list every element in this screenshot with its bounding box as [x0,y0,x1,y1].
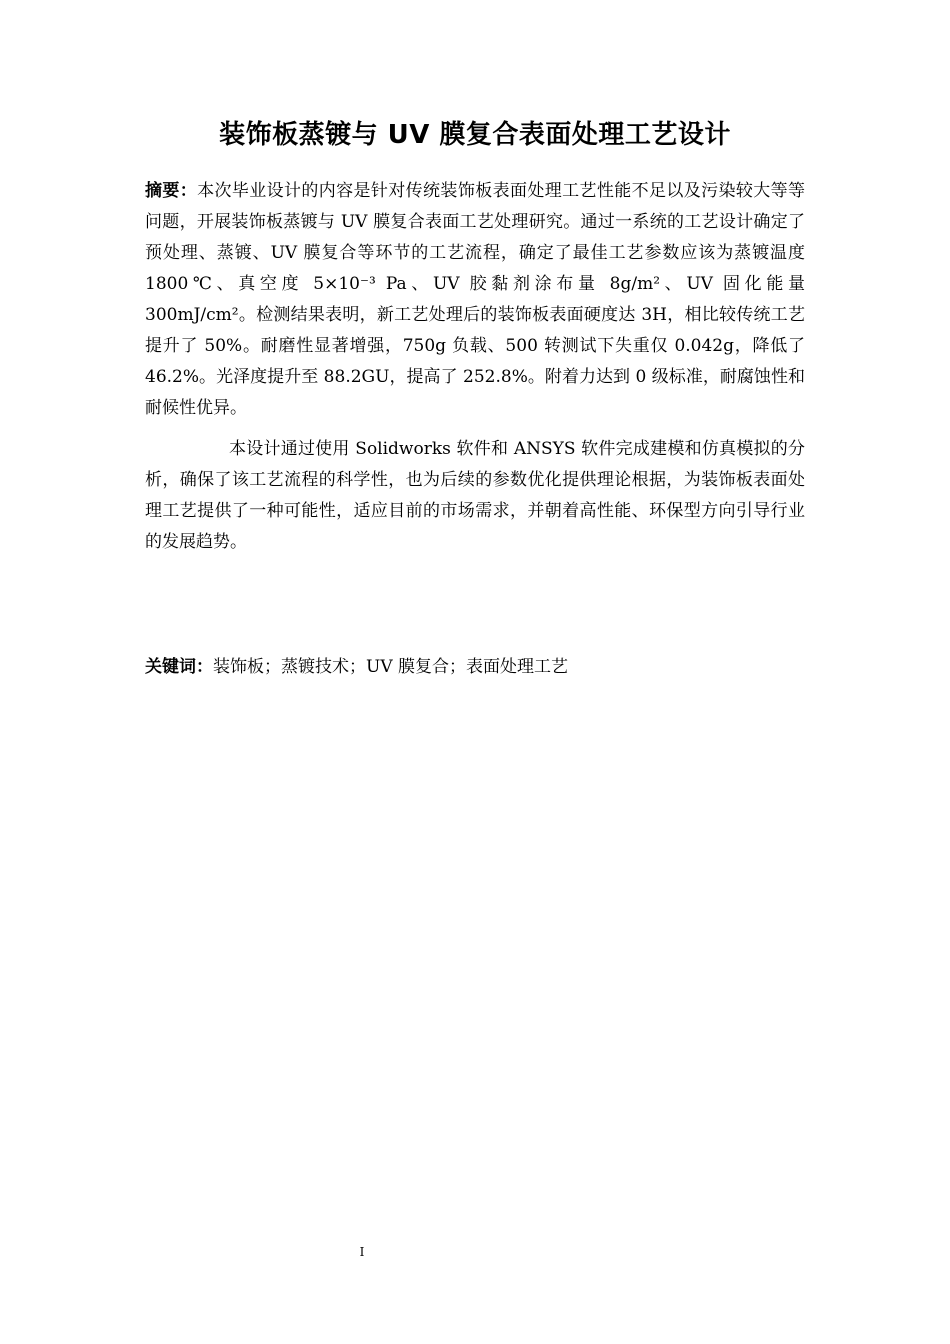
page-number: I [359,1245,365,1259]
document-title: 装饰板蒸镀与 UV 膜复合表面处理工艺设计 [219,120,731,150]
abstract-paragraph-2: 本设计通过使用 Solidworks 软件和 ANSYS 软件完成建模和仿真模拟的分析，确保了该工艺流程的科学性，也为后续的参数优化提供理论根据，为装饰板表面处理工艺提供了一种可能性，适应目前的市场需求，并朝着高性能、环保型方向引导行业的发展趋势。 [145,439,805,552]
abstract-text-1: 本次毕业设计的内容是针对传统装饰板表面处理工艺性能不足以及污染较大等等问题，开展装饰板蒸镀与 UV 膜复合表面工艺处理研究。通过一系统的工艺设计确定了预处理、蒸镀、UV 膜复合等环节的工艺流程，确定了最佳工艺参数应该为蒸镀温度 1800℃、真空度 5×10⁻³ Pa、UV 胶黏剂涂布量 8g/m²、UV 固化能量 300mJ/cm²。检测结果表明，新工艺处理后的装饰板表面硬度达 3H，相比较传统工艺提升了 50%。耐磨性显著增强，750g 负载、500 转测试下失重仅 0.042g，降低了 46.2%。光泽度提升至 88.2GU，提高了 252.8%。附着力达到 0 级标准，耐腐蚀性和耐候性优异。 [145,181,806,418]
abstract-label: 摘要： [145,181,198,201]
abstract-section [145,176,805,558]
keywords-label: 关键词： [145,657,213,677]
abstract-paragraph-1 [145,176,805,424]
keywords-text: 装饰板；蒸镀技术；UV 膜复合；表面处理工艺 [213,657,569,677]
keywords-section [145,652,805,683]
